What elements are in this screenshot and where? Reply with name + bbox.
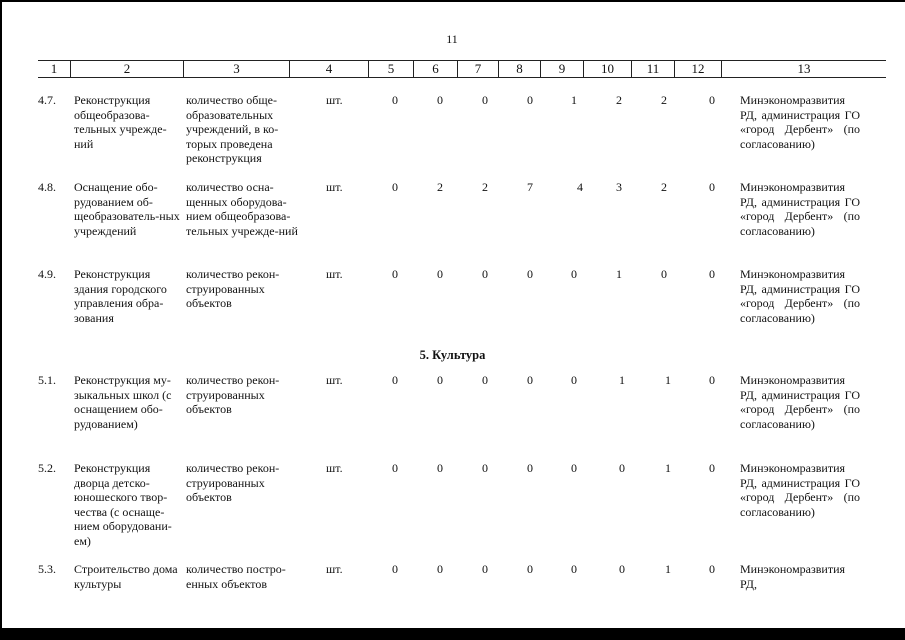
- header-cell: 1: [50, 61, 58, 76]
- value-cell: 0: [392, 373, 398, 387]
- indicator: количество рекон-струированных объектов: [186, 461, 280, 504]
- value-cell: 2: [661, 93, 667, 107]
- header-cell: 4: [289, 61, 368, 77]
- value-cell: 0: [709, 180, 715, 194]
- value-cell: 0: [661, 267, 667, 281]
- scan-border-bottom: [0, 628, 905, 640]
- value-cell: 0: [437, 562, 443, 576]
- value-cell: 0: [527, 461, 533, 475]
- row-number: 4.7.: [38, 93, 56, 107]
- value-cell: 0: [482, 267, 488, 281]
- section-title: 5. Культура: [419, 348, 486, 362]
- header-cell: 6: [413, 61, 457, 77]
- value-cell: 3: [616, 180, 622, 194]
- value-cell: 0: [437, 461, 443, 475]
- value-cell: 0: [437, 93, 443, 107]
- value-cell: 0: [709, 93, 715, 107]
- event-name: Реконструкция му-зыкальных школ (с оснащением обо-рудованием): [74, 373, 172, 431]
- value-cell: 0: [392, 461, 398, 475]
- value-cell: 1: [571, 93, 577, 107]
- value-cell: 0: [571, 562, 577, 576]
- value-cell: 0: [392, 93, 398, 107]
- header-cell: 7: [457, 61, 498, 77]
- indicator: количество осна-щенных оборудова-нием общеобразова-тельных учрежде-ний: [186, 180, 298, 238]
- event-name: Строительство дома культуры: [74, 562, 178, 591]
- event-name: Реконструкция дворца детско-юношеского твор-чества (с оснаще-нием оборудовани-ем): [74, 461, 172, 548]
- header-cell: 5: [368, 61, 413, 77]
- header-cell: 3: [183, 61, 289, 77]
- value-cell: 0: [437, 267, 443, 281]
- unit: шт.: [326, 93, 343, 107]
- value-cell: 0: [527, 373, 533, 387]
- executor: Минэкономразвития РД, администрация ГО «город Дербент» (по согласованию): [740, 267, 860, 325]
- event-name: Реконструкция общеобразова-тельных учрежде-ний: [74, 93, 167, 151]
- value-cell: 0: [482, 93, 488, 107]
- value-cell: 0: [571, 373, 577, 387]
- header-cell: 2: [70, 61, 183, 77]
- value-cell: 2: [482, 180, 488, 194]
- executor: Минэкономразвития РД, администрация ГО «город Дербент» (по согласованию): [740, 373, 860, 431]
- row-number: 5.3.: [38, 562, 56, 576]
- header-cell: 13: [721, 61, 886, 77]
- scan-border-top: [0, 0, 905, 2]
- page-number: 11: [446, 32, 458, 46]
- value-cell: 0: [527, 93, 533, 107]
- value-cell: 1: [665, 562, 671, 576]
- row-number: 4.8.: [38, 180, 56, 194]
- value-cell: 1: [665, 373, 671, 387]
- value-cell: 0: [709, 461, 715, 475]
- row-number: 4.9.: [38, 267, 56, 281]
- header-cell: 9: [540, 61, 583, 77]
- value-cell: 0: [482, 562, 488, 576]
- value-cell: 0: [437, 373, 443, 387]
- value-cell: 0: [571, 267, 577, 281]
- value-cell: 0: [619, 562, 625, 576]
- value-cell: 0: [527, 562, 533, 576]
- header-cell: 8: [498, 61, 540, 77]
- header-cell: 10: [583, 61, 631, 77]
- unit: шт.: [326, 562, 343, 576]
- executor: Минэкономразвития РД, администрация ГО «город Дербент» (по согласованию): [740, 93, 860, 151]
- header-cell: 11: [631, 61, 674, 77]
- value-cell: 0: [571, 461, 577, 475]
- value-cell: 0: [527, 267, 533, 281]
- unit: шт.: [326, 267, 343, 281]
- unit: шт.: [326, 373, 343, 387]
- value-cell: 1: [665, 461, 671, 475]
- unit: шт.: [326, 461, 343, 475]
- row-number: 5.2.: [38, 461, 56, 475]
- row-number: 5.1.: [38, 373, 56, 387]
- value-cell: 7: [527, 180, 533, 194]
- executor: Минэкономразвития РД, администрация ГО «город Дербент» (по согласованию): [740, 461, 860, 519]
- value-cell: 1: [619, 373, 625, 387]
- value-cell: 0: [482, 461, 488, 475]
- value-cell: 2: [437, 180, 443, 194]
- indicator: количество обще-образовательных учреждений, в ко-торых проведена реконструкция: [186, 93, 279, 165]
- scan-border-left: [0, 0, 2, 640]
- header-cell: 12: [674, 61, 721, 77]
- indicator: количество рекон-струированных объектов: [186, 267, 280, 310]
- value-cell: 0: [482, 373, 488, 387]
- value-cell: 0: [392, 267, 398, 281]
- value-cell: 1: [616, 267, 622, 281]
- value-cell: 2: [661, 180, 667, 194]
- indicator: количество постро-енных объектов: [186, 562, 286, 591]
- value-cell: 0: [392, 562, 398, 576]
- value-cell: 0: [392, 180, 398, 194]
- table-header: [38, 60, 886, 78]
- executor: Минэкономразвития РД, администрация ГО «город Дербент» (по согласованию): [740, 180, 860, 238]
- value-cell: 2: [616, 93, 622, 107]
- event-name: Оснащение обо-рудованием об-щеобразователь-ных учреждений: [74, 180, 180, 238]
- unit: шт.: [326, 180, 343, 194]
- value-cell: 0: [709, 267, 715, 281]
- executor: Минэкономразвития РД,: [740, 562, 846, 591]
- value-cell: 0: [709, 562, 715, 576]
- value-cell: 0: [619, 461, 625, 475]
- indicator: количество рекон-струированных объектов: [186, 373, 280, 416]
- value-cell: 0: [709, 373, 715, 387]
- event-name: Реконструкция здания городского управления обра-зования: [74, 267, 167, 325]
- value-cell: 4: [577, 180, 583, 194]
